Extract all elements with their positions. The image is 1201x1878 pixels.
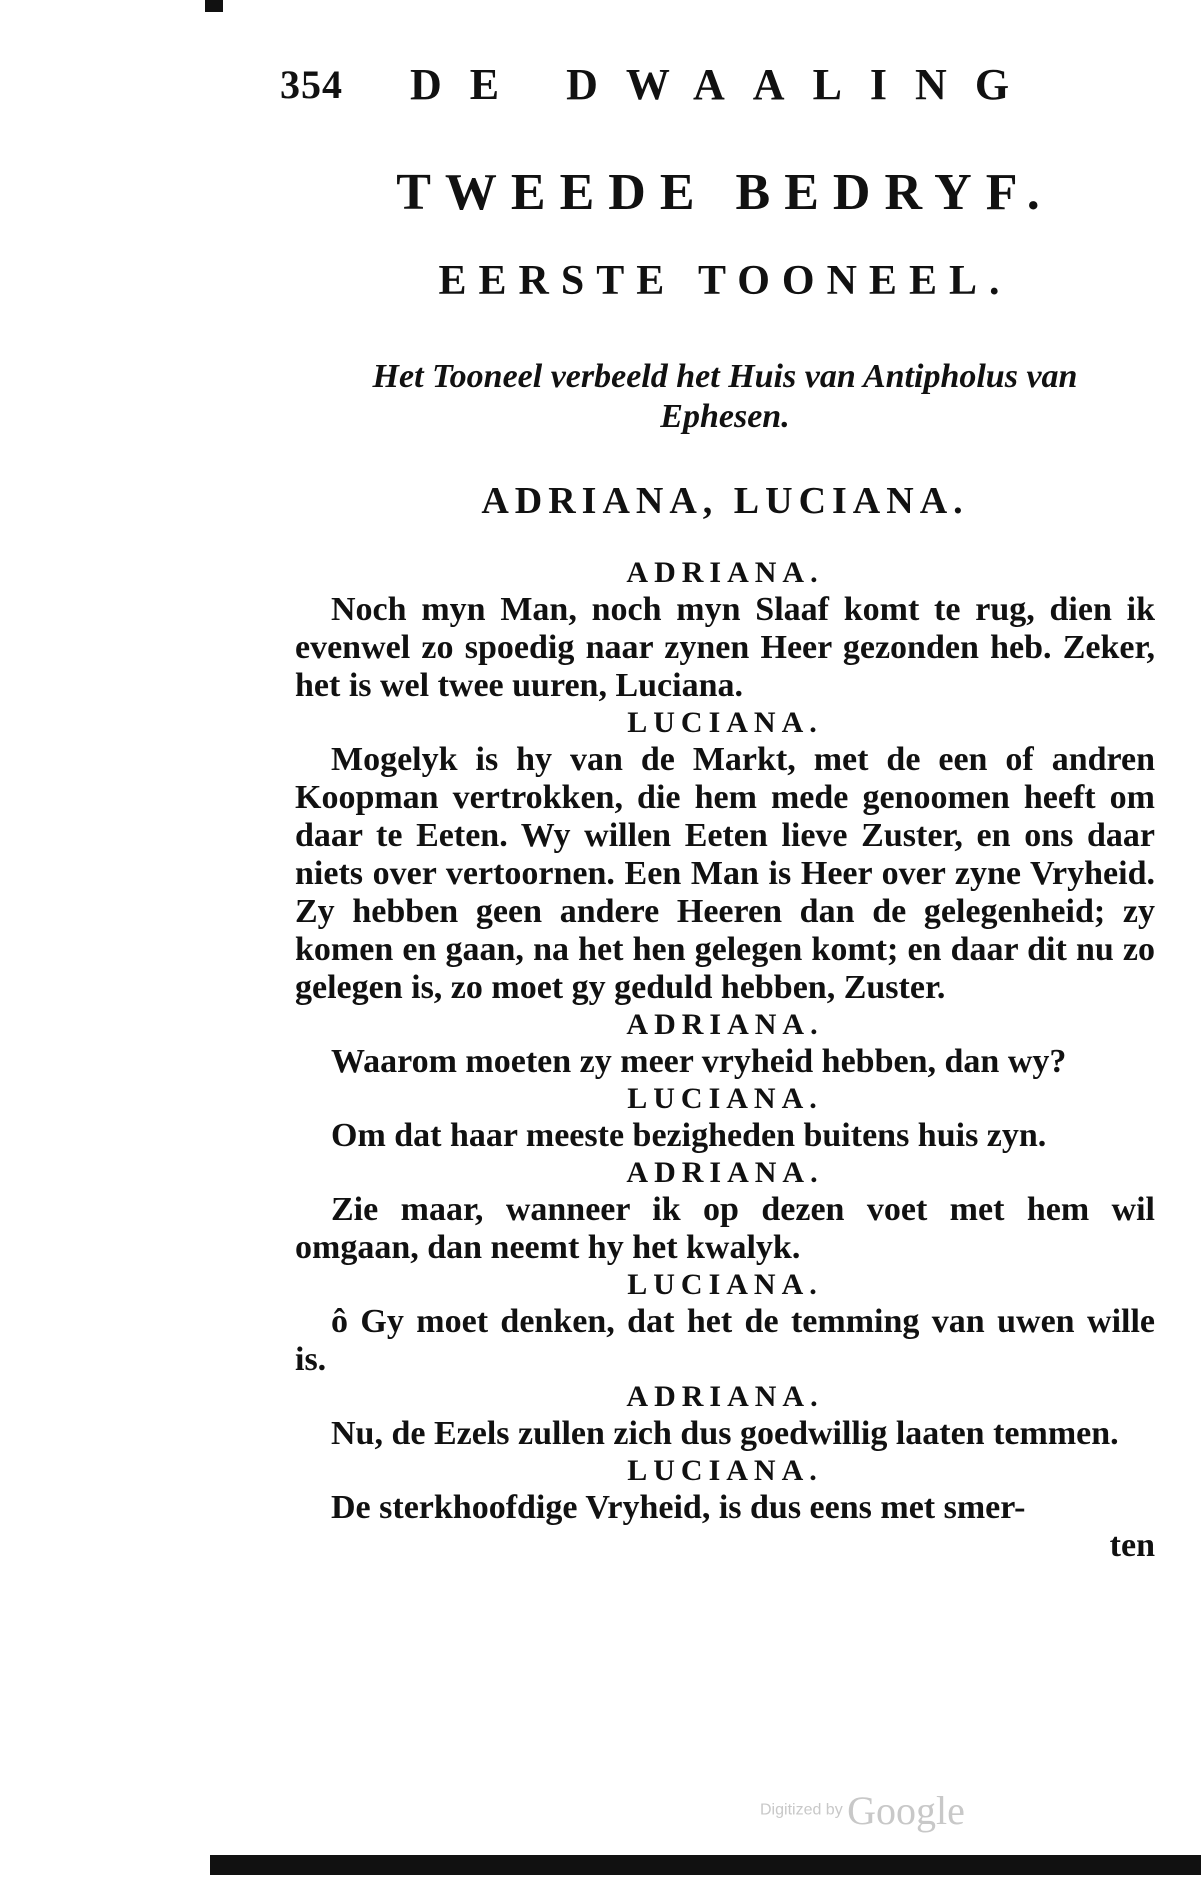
watermark-brand: Google [847, 1788, 965, 1833]
speech [295, 1267, 1155, 1379]
book-page [280, 55, 1155, 1565]
speech [295, 555, 1155, 705]
dialogue [295, 555, 1155, 1565]
speech-text: Nu, de Ezels zullen zich dus goedwillig laaten temmen. [331, 1415, 1119, 1452]
speech-text: ô Gy moet denken, dat het de temming van uwen wille is. [295, 1303, 1155, 1378]
speech [295, 1155, 1155, 1267]
speaker-name: ADRIANA. [626, 1156, 824, 1189]
speech [295, 1379, 1155, 1453]
speech-text: Zie maar, wanneer ik op dezen voet met hem wil omgaan, dan neemt hy het kwalyk. [295, 1191, 1155, 1266]
scan-edge-mark-bottom [210, 1855, 1201, 1875]
speech-text: De sterkhoofdige Vryheid, is dus eens met smer- [331, 1489, 1026, 1526]
speaker-name: LUCIANA. [627, 1454, 823, 1487]
speech [295, 1453, 1155, 1527]
speech [295, 1007, 1155, 1081]
speaker-name: ADRIANA. [626, 1008, 824, 1041]
speaker-name: LUCIANA. [627, 706, 823, 739]
speech-text: Om dat haar meeste bezigheden buitens huis zyn. [331, 1117, 1047, 1154]
running-head [280, 55, 1155, 125]
scene-setting: Het Tooneel verbeeld het Huis van Antipholus van Ephesen. [372, 358, 1078, 435]
speaker-name: ADRIANA. [626, 1380, 824, 1413]
digitized-watermark [760, 1787, 965, 1834]
speech-text: Noch myn Man, noch myn Slaaf komt te rug, dien ik evenwel zo spoedig naar zynen Heer gezonden heb. Zeker, het is wel twee uuren, Luciana. [295, 591, 1155, 704]
catchword: ten [1109, 1527, 1155, 1564]
cast-list: ADRIANA, LUCIANA. [481, 480, 969, 522]
speech-text: Waarom moeten zy meer vryheid hebben, dan wy? [331, 1043, 1067, 1080]
speaker-name: LUCIANA. [627, 1082, 823, 1115]
speech [295, 705, 1155, 1007]
watermark-prefix: Digitized by [760, 1801, 843, 1819]
speaker-name: LUCIANA. [627, 1268, 823, 1301]
speech [295, 1081, 1155, 1155]
speaker-name: ADRIANA. [626, 556, 824, 589]
scan-edge-mark-top [205, 0, 223, 12]
page-number: 354 [280, 62, 343, 107]
scene-title: EERSTE TOONEEL. [438, 258, 1012, 304]
act-title: TWEEDE BEDRYF. [396, 164, 1054, 221]
running-title: DE DWAALING [410, 60, 1038, 109]
speech-text: Mogelyk is hy van de Markt, met de een of andren Koopman vertrokken, die hem mede genoomen heeft om daar te Eeten. Wy willen Eeten lieve Zuster, en ons daar niets over vertoornen. Een Man is Heer over zyne Vryheid. Zy hebben geen andere Heeren dan de gelegenheid; zy komen en gaan, na het hen gelegen komt; en daar dit nu zo gelegen is, zo moet gy geduld hebben, Zuster. [295, 741, 1155, 1006]
